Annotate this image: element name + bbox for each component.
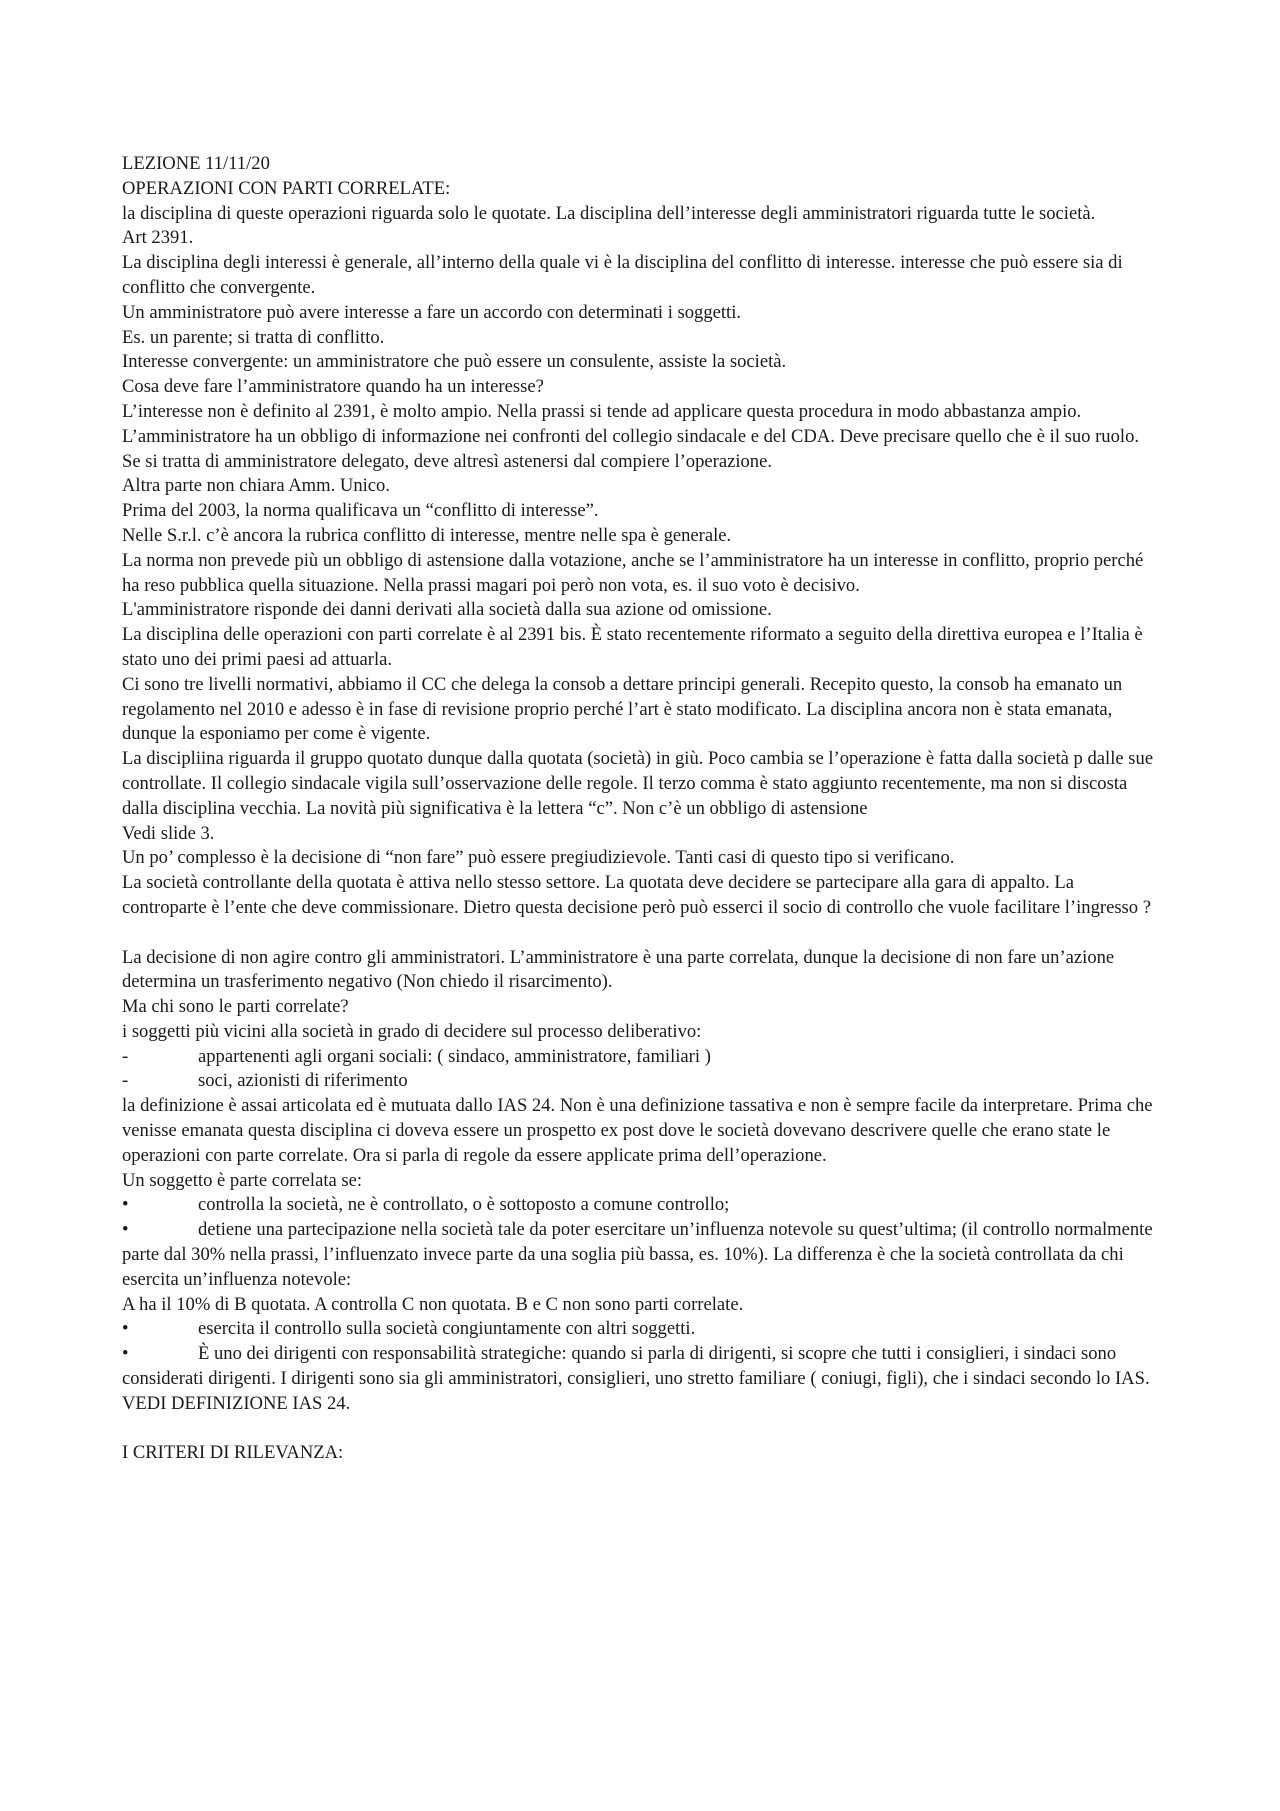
paragraph: Ma chi sono le parti correlate? bbox=[122, 996, 349, 1018]
bullet-item-text: controlla la società, ne è controllato, o è sottoposto a comune controllo; bbox=[198, 1194, 730, 1216]
bullet-list-item bbox=[122, 1317, 1162, 1342]
paragraph: Altra parte non chiara Amm. Unico. bbox=[122, 475, 390, 497]
bullet-item-text: detiene una partecipazione nella società tale da poter esercitare un’influenza notevole su quest’ultima; (il controllo normalmente parte dal 30% nella prassi, l’influenzato invece parte da una soglia più bassa, es. 10%). La differenza è che la società controllata da chi esercita un’influenza notevole: bbox=[122, 1219, 1153, 1290]
bullet-item-text: esercita il controllo sulla società congiuntamente con altri soggetti. bbox=[198, 1318, 696, 1340]
paragraph: la definizione è assai articolata ed è mutuata dallo IAS 24. Non è una definizione tassativa e non è sempre facile da interpretare. Prima che venisse emanata questa disciplina ci doveva essere un prospetto ex post dove le società dovevano descrivere quelle che erano state le operazioni con parte correlate. Ora si parla di regole da essere applicate prima dell’operazione. bbox=[122, 1095, 1153, 1166]
paragraph: La norma non prevede più un obbligo di astensione dalla votazione, anche se l’amministratore ha un interesse in conflitto, proprio perché ha reso pubblica quella situazione. Nella prassi magari poi però non vota, es. il suo voto è decisivo. bbox=[122, 549, 1144, 596]
bullet-marker: • bbox=[122, 1219, 129, 1241]
blank-line bbox=[122, 1417, 1162, 1442]
dash-list-item bbox=[122, 1069, 1162, 1094]
bullet-item-text-wrapped bbox=[122, 1342, 1162, 1392]
document-page bbox=[122, 152, 1162, 1466]
dash-list-item bbox=[122, 1045, 1162, 1070]
section-heading: OPERAZIONI CON PARTI CORRELATE: bbox=[122, 177, 451, 199]
bullet-marker: • bbox=[122, 1194, 129, 1216]
bullet-item-text-wrapped bbox=[122, 1218, 1162, 1292]
paragraph: VEDI DEFINIZIONE IAS 24. bbox=[122, 1392, 351, 1414]
paragraph: La società controllante della quotata è attiva nello stesso settore. La quotata deve decidere se partecipare alla gara di appalto. La controparte è l’ente che deve commissionare. Dietro questa decisione però può esserci il socio di controllo che vuole facilitare l’ingresso ? bbox=[122, 872, 1151, 918]
bullet-marker: • bbox=[122, 1343, 129, 1365]
lesson-heading: LEZIONE 11/11/20 bbox=[122, 153, 270, 174]
paragraph: Un amministratore può avere interesse a fare un accordo con determinati i soggetti. bbox=[122, 301, 742, 323]
paragraph: la disciplina di queste operazioni riguarda solo le quotate. La disciplina dell’interesse degli amministratori riguarda tutte le società. bbox=[122, 202, 1096, 224]
dash-marker: - bbox=[122, 1070, 129, 1092]
bullet-marker: • bbox=[122, 1318, 129, 1340]
paragraph: Interesse convergente: un amministratore che può essere un consulente, assiste la società. bbox=[122, 351, 787, 373]
paragraph: Cosa deve fare l’amministratore quando ha un interesse? bbox=[122, 376, 544, 398]
paragraph: La discipliina riguarda il gruppo quotato dunque dalla quotata (società) in giù. Poco cambia se l’operazione è fatta dalla società p dalle sue controllate. Il collegio sindacale vigila sull’osservazione delle regole. Il terzo comma è stato aggiunto recentemente, ma non si discosta dalla disciplina vecchia. La novità più significativa è la lettera “c”. Non c’è un obbligo di astensione bbox=[122, 748, 1154, 819]
paragraph: A ha il 10% di B quotata. A controlla C non quotata. B e C non sono parti correlate. bbox=[122, 1293, 744, 1315]
paragraph: L'amministratore risponde dei danni derivati alla società dalla sua azione od omissione. bbox=[122, 599, 772, 621]
paragraph: Vedi slide 3. bbox=[122, 822, 215, 844]
paragraph: Se si tratta di amministratore delegato, deve altresì astenersi dal compiere l’operazione. bbox=[122, 450, 773, 472]
dash-item-text: appartenenti agli organi sociali: ( sindaco, amministratore, familiari ) bbox=[198, 1045, 711, 1067]
paragraph: La disciplina degli interessi è generale, all’interno della quale vi è la disciplina del conflitto di interesse. interesse che può essere sia di conflitto che convergente. bbox=[122, 252, 1123, 298]
paragraph: i soggetti più vicini alla società in grado di decidere sul processo deliberativo: bbox=[122, 1020, 702, 1042]
paragraph: Nelle S.r.l. c’è ancora la rubrica conflitto di interesse, mentre nelle spa è generale. bbox=[122, 524, 732, 546]
paragraph: Ci sono tre livelli normativi, abbiamo il CC che delega la consob a dettare principi generali. Recepito questo, la consob ha emanato un regolamento nel 2010 e adesso è in fase di revisione proprio perché l’art è stato modificato. La disciplina ancora non è stata emanata, dunque la esponiamo per come è vigente. bbox=[122, 673, 1123, 745]
paragraph: L’amministratore ha un obbligo di informazione nei confronti del collegio sindacale e del CDA. Deve precisare quello che è il suo ruolo. bbox=[122, 425, 1140, 447]
paragraph: Un soggetto è parte correlata se: bbox=[122, 1169, 363, 1191]
paragraph: Prima del 2003, la norma qualificava un “conflitto di interesse”. bbox=[122, 500, 599, 522]
dash-marker: - bbox=[122, 1045, 129, 1067]
paragraph: Art 2391. bbox=[122, 227, 194, 249]
paragraph: Es. un parente; si tratta di conflitto. bbox=[122, 326, 385, 348]
bullet-item-text: È uno dei dirigenti con responsabilità strategiche: quando si parla di dirigenti, si scopre che tutti i consiglieri, i sindaci sono considerati dirigenti. I dirigenti sono sia gli amministratori, consiglieri, uno stretto familiare ( coniugi, figli), che i sindaci secondo lo IAS. bbox=[122, 1343, 1150, 1390]
dash-item-text: soci, azionisti di riferimento bbox=[198, 1070, 408, 1092]
blank-line bbox=[122, 921, 1162, 946]
paragraph: La decisione di non agire contro gli amministratori. L’amministratore è una parte correlata, dunque la decisione di non fare un’azione determina un trasferimento negativo (Non chiedo il risarcimento). bbox=[122, 946, 1115, 993]
paragraph: L’interesse non è definito al 2391, è molto ampio. Nella prassi si tende ad applicare questa procedura in modo abbastanza ampio. bbox=[122, 400, 1082, 422]
paragraph: Un po’ complesso è la decisione di “non fare” può essere pregiudizievole. Tanti casi di questo tipo si verificano. bbox=[122, 847, 955, 869]
section-heading: I CRITERI DI RILEVANZA: bbox=[122, 1442, 344, 1464]
paragraph: La disciplina delle operazioni con parti correlate è al 2391 bis. È stato recentemente riformato a seguito della direttiva europea e l’Italia è stato uno dei primi paesi ad attuarla. bbox=[122, 624, 1143, 670]
bullet-list-item bbox=[122, 1193, 1162, 1218]
